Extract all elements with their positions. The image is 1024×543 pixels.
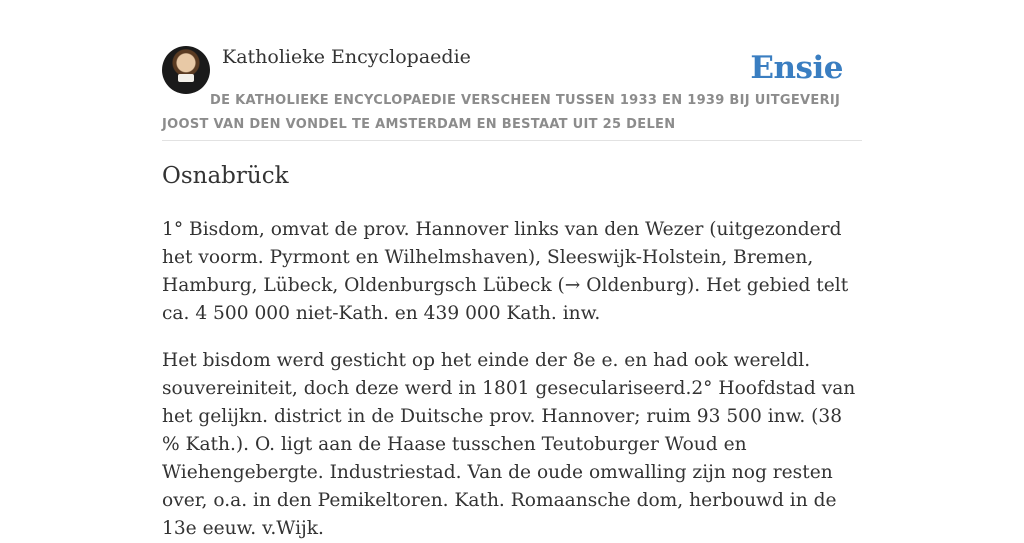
ensie-logo-link[interactable]: Ensie [750,50,843,86]
site-title-link[interactable]: Katholieke Encyclopaedie [222,46,471,68]
encyclopedia-avatar[interactable] [162,46,210,94]
site-header [162,0,862,141]
article-paragraph-1: 1° Bisdom, omvat de prov. Hannover links van den Wezer (uitgezonderd het voorm. Pyrmont en Wilhelmshaven), Sleeswijk-Holstein, Bremen, Hamburg, Lübeck, Oldenburgsch Lübeck (→ Oldenburg). Het gebied telt ca. 4 500 000 niet-Kath. en 439 000 Kath. inw. [162,219,849,324]
encyclopedia-description: DE KATHOLIEKE ENCYCLOPAEDIE VERSCHEEN TUSSEN 1933 EN 1939 BIJ UITGEVERIJ JOOST VAN DEN VONDEL TE AMSTERDAM EN BESTAAT UIT 25 DELEN [162,93,841,132]
portrait-collar [178,74,194,82]
page-container [162,0,862,539]
article-title: Osnabrück [162,163,289,189]
article-paragraph-2: Het bisdom werd gesticht op het einde der 8e e. en had ook wereldl. souvereiniteit, doch deze werd in 1801 geseculariseerd.2° Hoofdstad van het gelijkn. district in de Duitsche prov. Hannover; ruim 93 500 inw. (38 % Kath.). O. ligt aan de Haase tusschen Teutoburger Woud en Wiehengebergte. Industriestad. Van de oude omwalling zijn nog resten over, o.a. in den Pemikeltoren. Kath. Romaansche dom, herbouwd in de 13e eeuw. v.Wijk. [162,350,856,539]
